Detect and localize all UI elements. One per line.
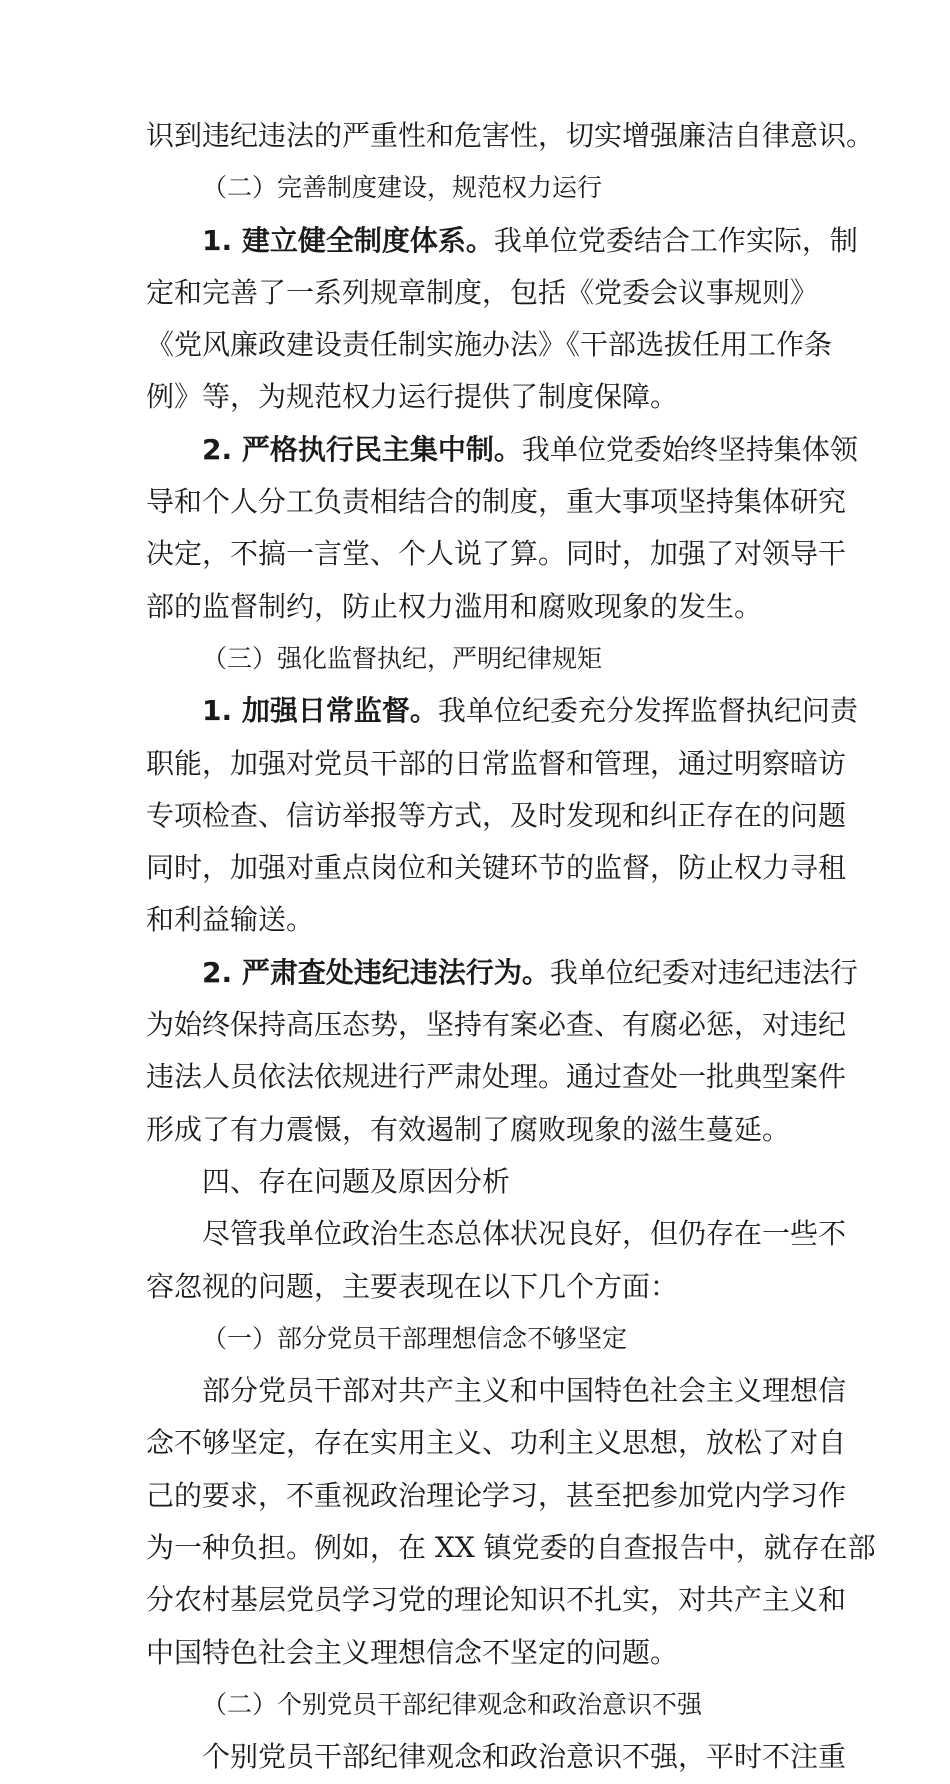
text-line: 部的监督制约，防止权力滥用和腐败现象的发生。 bbox=[146, 589, 763, 623]
text-line: 专项检查、信访举报等方式，及时发现和纠正存在的问题 bbox=[146, 798, 847, 832]
section-heading-4: 四、存在问题及原因分析 bbox=[202, 1164, 511, 1198]
text-line: 己的要求，不重视政治理论学习，甚至把参加党内学习作 bbox=[146, 1478, 847, 1512]
text-line: 2. 严格执行民主集中制。我单位党委始终坚持集体领 bbox=[202, 432, 858, 466]
text-line: 形成了有力震慑，有效遏制了腐败现象的滋生蔓延。 bbox=[146, 1112, 791, 1146]
text-line: 1. 加强日常监督。我单位纪委充分发挥监督执纪问责 bbox=[202, 694, 858, 728]
text-line: 和利益输送。 bbox=[146, 903, 315, 937]
text-line: 为始终保持高压态势，坚持有案必查、有腐必惩，对违纪 bbox=[146, 1008, 847, 1042]
text-line: 尽管我单位政治生态总体状况良好，但仍存在一些不 bbox=[202, 1217, 847, 1251]
text-line: 定和完善了一系列规章制度，包括《党委会议事规则》 bbox=[146, 275, 819, 309]
subsection-heading-4-1: （一）部分党员干部理想信念不够坚定 bbox=[202, 1323, 628, 1353]
document-body bbox=[146, 110, 876, 1784]
text-line: 识到违纪违法的严重性和危害性，切实增强廉洁自律意识。 bbox=[146, 119, 875, 152]
subsection-heading-2: （二）完善制度建设，规范权力运行 bbox=[202, 173, 603, 203]
text-line: 分农村基层党员学习党的理论知识不扎实，对共产主义和 bbox=[146, 1583, 847, 1617]
item-heading: 2. 严肃查处违纪违法行为。 bbox=[202, 955, 550, 989]
item-heading: 1. 加强日常监督。 bbox=[202, 694, 438, 728]
text-line: 容忽视的问题，主要表现在以下几个方面： bbox=[146, 1269, 679, 1303]
subsection-heading-3: （三）强化监督执纪，严明纪律规矩 bbox=[202, 643, 603, 673]
text-line: 职能，加强对党员干部的日常监督和管理，通过明察暗访 bbox=[146, 746, 847, 780]
text-line: 《党风廉政建设责任制实施办法》《干部选拔任用工作条 bbox=[146, 328, 833, 362]
text-line: 同时，加强对重点岗位和关键环节的监督，防止权力寻租 bbox=[146, 851, 847, 885]
item-heading: 1. 建立健全制度体系。 bbox=[202, 223, 494, 257]
text-line: 违法人员依法依规进行严肃处理。通过查处一批典型案件 bbox=[146, 1060, 847, 1094]
text-line: 个别党员干部纪律观念和政治意识不强，平时不注重 bbox=[202, 1740, 847, 1774]
text-line: 例》等，为规范权力运行提供了制度保障。 bbox=[146, 380, 679, 414]
text-line: 2. 严肃查处违纪违法行为。我单位纪委对违纪违法行 bbox=[202, 955, 858, 989]
text-line: 决定，不搞一言堂、个人说了算。同时，加强了对领导干 bbox=[146, 537, 847, 571]
subsection-heading-4-2: （二）个别党员干部纪律观念和政治意识不强 bbox=[202, 1689, 703, 1719]
text-line: 1. 建立健全制度体系。我单位党委结合工作实际，制 bbox=[202, 223, 858, 257]
text-line: 部分党员干部对共产主义和中国特色社会主义理想信 bbox=[202, 1374, 847, 1408]
text-line: 念不够坚定，存在实用主义、功利主义思想，放松了对自 bbox=[146, 1426, 847, 1460]
text-line: 中国特色社会主义理想信念不坚定的问题。 bbox=[146, 1635, 679, 1669]
text-line: 导和个人分工负责相结合的制度，重大事项坚持集体研究 bbox=[146, 485, 847, 519]
text-line: 为一种负担。例如，在 XX 镇党委的自查报告中，就存在部 bbox=[146, 1531, 876, 1565]
item-heading: 2. 严格执行民主集中制。 bbox=[202, 432, 522, 466]
